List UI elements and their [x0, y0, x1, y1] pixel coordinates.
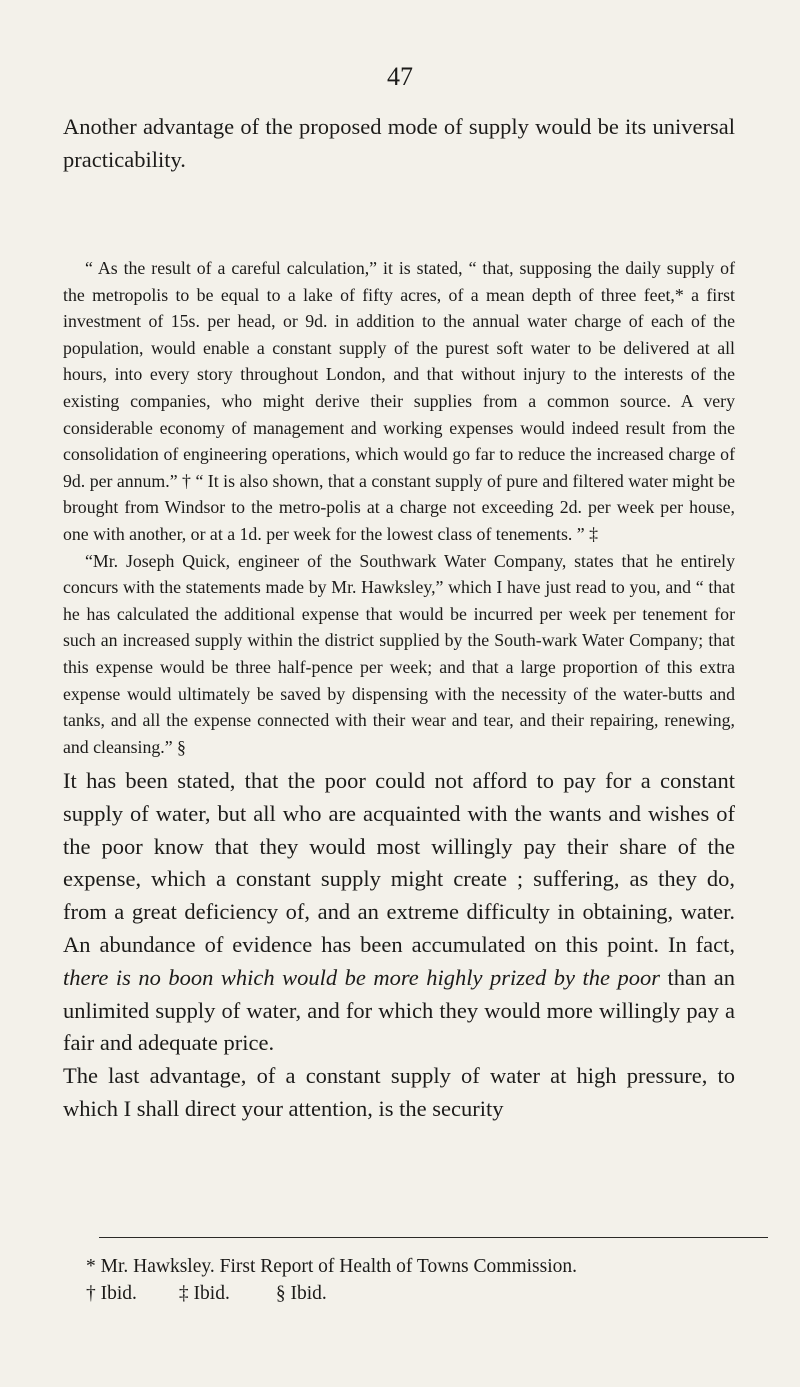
quoted-passage [63, 255, 735, 760]
footnote-1: * Mr. Hawksley. First Report of Health of Towns Commission. [86, 1256, 577, 1277]
body-text [63, 765, 735, 1126]
quote-paragraph-1: “ As the result of a careful calculation,” it is stated, “ that, supposing the daily supply of the metropolis to be equal to a lake of fifty acres, of a mean depth of three feet,* a first investment of 15s. per head, or 9d. in addition to the annual water charge of each of the population, would enable a constant supply of the purest soft water to be delivered at all hours, into every story throughout London, and that without injury to the interests of the existing companies, who might derive their supplies from a common source. A very considerable economy of management and working expenses would indeed result from the consolidation of engineering operations, which would go far to reduce the increased charge of 9d. per annum.” † “ It is also shown, that a constant supply of pure and filtered water might be brought from Windsor to the metro-polis at a charge not exceeding 2d. per week per house, one with another, or at a 1d. per week for the lowest class of tenements. ” ‡ [63, 258, 735, 544]
lead-paragraph [63, 110, 735, 176]
page-number: 47 [387, 62, 413, 91]
footnotes [86, 1253, 756, 1307]
body-paragraph-2: The last advantage, of a constant supply of water at high pressure, to which I shall direct your attention, is the security [63, 1063, 735, 1121]
body-paragraph-1 [63, 765, 735, 1060]
body-p1-start: It has been stated, that the poor could not afford to pay for a constant supply of water, but all who are acquainted with the wants and wishes of the poor know that they would most willingly pay their share of the expense, which a constant supply might create ; suffering, as they do, from a great deficiency of, and an extreme difficulty in obtaining, water. An abundance of evidence has been accumulated on this point. In fact, [63, 768, 735, 957]
footnote-2: † Ibid. [86, 1283, 137, 1304]
quote-paragraph-2: “Mr. Joseph Quick, engineer of the Southwark Water Company, states that he entirely concurs with the statements made by Mr. Hawksley,” which I have just read to you, and “ that he has calculated the additional expense that would be incurred per week per tenement for such an increased supply within the district supplied by the South-wark Water Company; that this expense would be three half-pence per week; and that a large proportion of this extra expense would ultimately be saved by dispensing with the necessity of the water-butts and tanks, and all the expense connected with their wear and tear, and their repairing, renewing, and cleansing.” § [63, 550, 735, 757]
lead-text: Another advantage of the proposed mode of supply would be its universal practicability. [63, 114, 735, 172]
footnote-rule [99, 1237, 768, 1238]
footnote-2-row [86, 1280, 756, 1307]
body-p1-end: than an unlimited supply of water, and for which they would more willingly pay a fair and adequate price. [63, 964, 735, 1056]
footnote-4: § Ibid. [275, 1283, 327, 1304]
footnote-3: ‡ Ibid. [178, 1283, 230, 1304]
body-p1-emphasis: there is no boon which would be more highly prized by the poor [63, 964, 661, 990]
